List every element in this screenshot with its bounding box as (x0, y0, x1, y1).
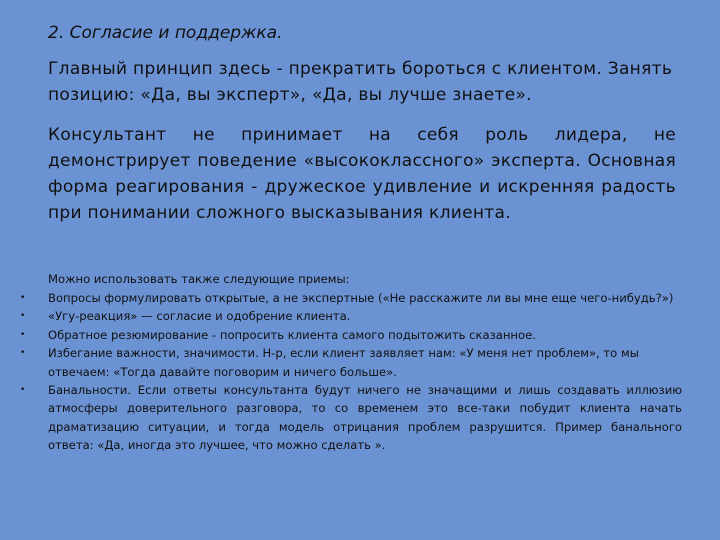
list-item-text: Вопросы формулировать открытые, а не экспертные («Не расскажите ли вы мне еще чего-нибудь?») (48, 291, 674, 305)
list-item (20, 381, 682, 455)
techniques-intro: Можно использовать также следующие приемы: (48, 272, 350, 286)
list-item-text: «Угу-реакция» — согласие и одобрение клиента. (48, 309, 351, 324)
list-item-text: Банальности. Если ответы консультанта будут ничего не значащими и лишь создавать иллюзию атмосферы доверительного разговора, то со временем это все-таки побудит клиента начать драматизацию ситуации, и тогда модель отрицания проблем разрушится. Пример банального ответа: «Да, иногда это лучшее, что можно сделать ». (48, 383, 682, 453)
list-item (20, 344, 682, 381)
bullet-dot-icon: • (20, 348, 26, 359)
main-principle-paragraph: Главный принцип здесь - прекратить бороться с клиентом. Занять позицию: «Да, вы эксперт», «Да, вы лучше знаете». (48, 59, 673, 105)
bullet-dot-icon: • (20, 329, 26, 340)
list-item (20, 326, 682, 344)
list-item (20, 307, 682, 325)
slide-title: 2. Согласие и поддержка. (48, 23, 283, 43)
bullet-dot-icon: • (20, 311, 26, 322)
bullet-dot-icon: • (20, 385, 26, 396)
techniques-list (20, 289, 682, 455)
list-item-text: Избегание важности, значимости. Н-р, если клиент заявляет нам: «У меня нет проблем», то мы отвечаем: «Тогда давайте поговорим и ничего больше». (48, 346, 639, 379)
list-item (20, 289, 682, 307)
bullet-dot-icon: • (20, 293, 26, 303)
consultant-role-paragraph: Консультант не принимает на себя роль лидера, не демонстрирует поведение «высококлассного» эксперта. Основная форма реагирования - дружеское удивление и искренняя радость при понимании сложного высказывания клиента. (48, 125, 676, 223)
list-item-text: Обратное резюмирование - попросить клиента самого подытожить сказанное. (48, 327, 536, 342)
